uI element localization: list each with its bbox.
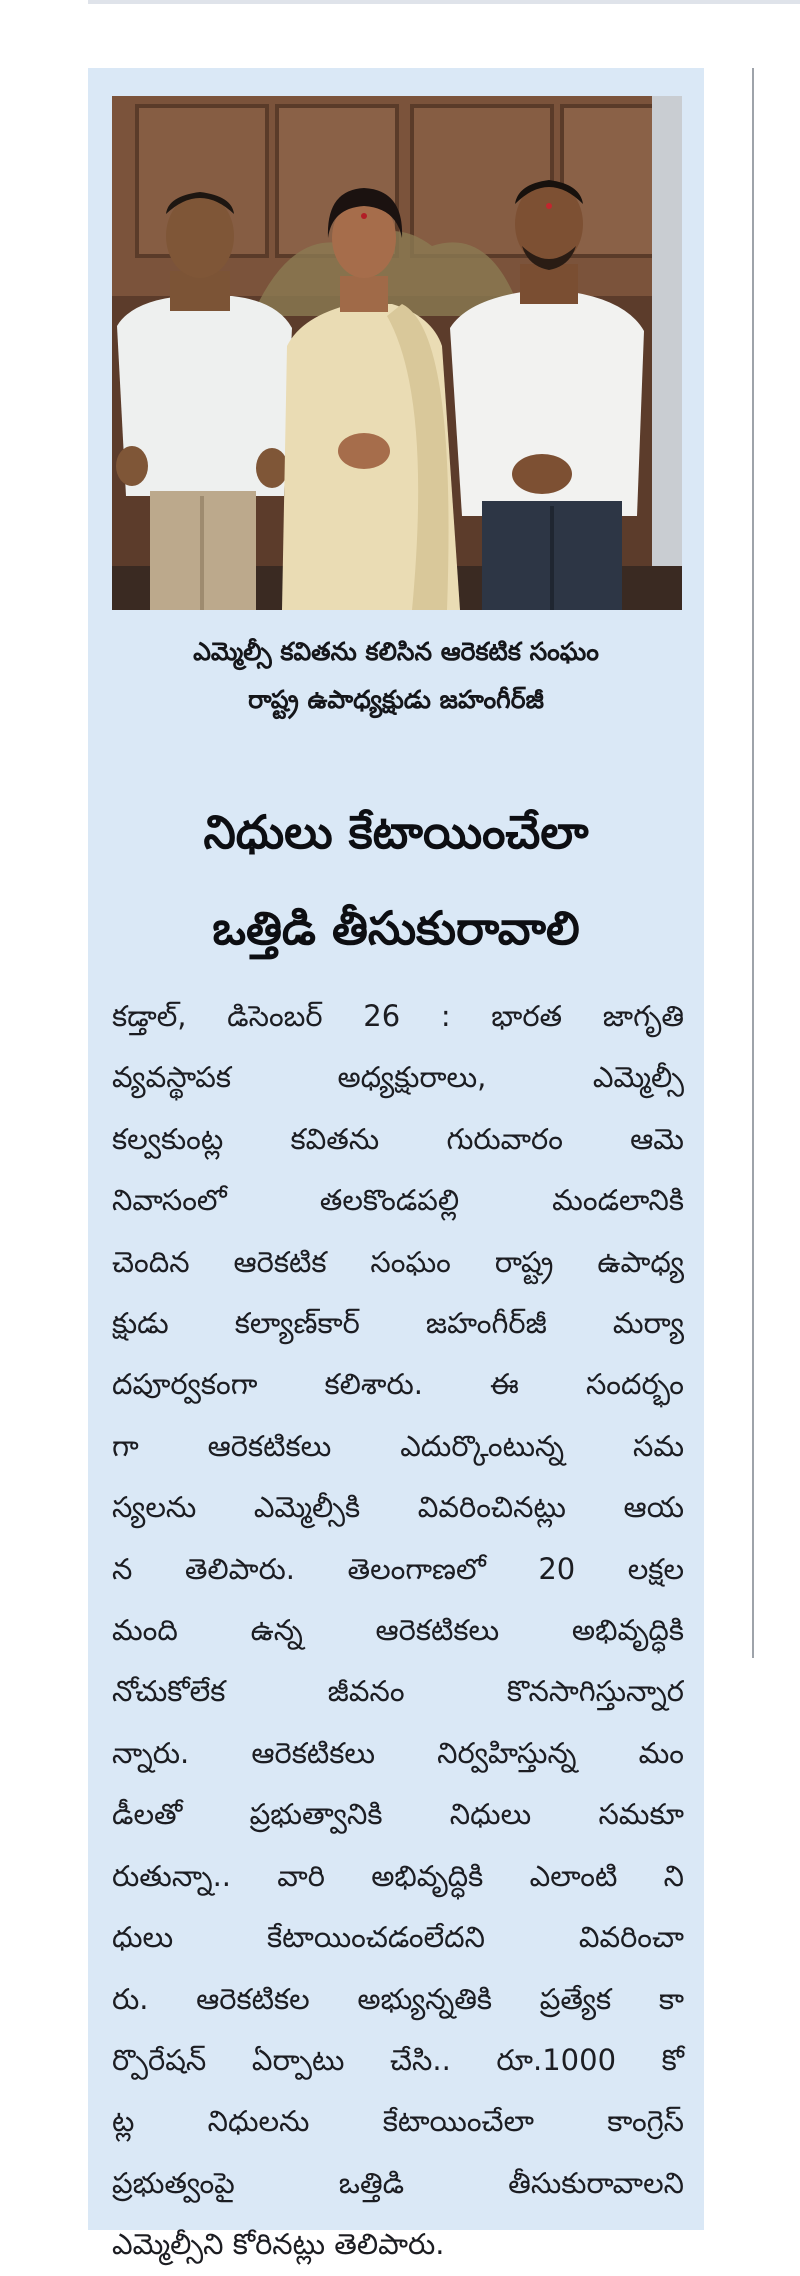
body-line: స్యలను ఎమ్మెల్సీకి వివరించినట్లు ఆయ xyxy=(112,1490,684,1525)
caption-line: రాష్ట్ర ఉపాధ్యక్షుడు జహంగీర్‌జీ xyxy=(248,685,544,714)
body-line: న తెలిపారు. తెలంగాణలో 20 లక్షల xyxy=(112,1551,684,1586)
body-line: వ్యవస్థాపక అధ్యక్షురాలు, ఎమ్మెల్సీ xyxy=(112,1060,684,1095)
body-line: ధులు కేటాయించడంలేదని వివరించా xyxy=(112,1920,684,1955)
body-line: ట్ల నిధులను కేటాయించేలా కాంగ్రెస్ xyxy=(112,2104,684,2139)
body-line: నివాసంలో తలకొండపల్లి మండలానికి xyxy=(112,1183,684,1218)
body-line: నోచుకోలేక జీవనం కొనసాగిస్తున్నార xyxy=(112,1674,684,1709)
body-line: దపూర్వకంగా కలిశారు. ఈ సందర్భం xyxy=(112,1367,684,1402)
body-line: ప్రభుత్వంపై ఒత్తిడి తీసుకురావాలని xyxy=(112,2165,684,2200)
body-line: రు. ఆరెకటికల అభ్యున్నతికి ప్రత్యేక కా xyxy=(112,1981,684,2016)
news-photo xyxy=(112,96,682,610)
headline-line: నిధులు కేటాయించేలా xyxy=(203,805,589,859)
top-divider xyxy=(88,0,800,4)
body-line: గా ఆరెకటికలు ఎదుర్కొంటున్న సమ xyxy=(112,1428,684,1463)
body-line: మంది ఉన్న ఆరెకటికలు అభివృద్ధికి xyxy=(112,1613,684,1648)
body-line: రుతున్నా.. వారి అభివృద్ధికి ఎలాంటి ని xyxy=(112,1858,684,1893)
body-line: ఎమ్మెల్సీని కోరినట్లు తెలిపారు. xyxy=(112,2227,445,2262)
photo-caption xyxy=(88,628,704,724)
article-body xyxy=(112,986,684,2276)
article-headline xyxy=(88,784,704,976)
headline-line: ఒత్తిడి తీసుకురావాలి xyxy=(212,901,580,955)
photo-image-icon xyxy=(112,96,682,610)
body-line: కడ్తాల్, డిసెంబర్ 26 : భారత జాగృతి xyxy=(112,999,684,1033)
column-divider xyxy=(752,68,754,1658)
body-line: న్నారు. ఆరెకటికలు నిర్వహిస్తున్న మం xyxy=(112,1735,684,1770)
body-line: క్షుడు కల్యాణ్‌కార్ జహంగీర్‌జీ మర్యా xyxy=(112,1306,684,1341)
body-line: కల్వకుంట్ల కవితను గురువారం ఆమె xyxy=(112,1121,684,1156)
news-clipping xyxy=(88,68,704,2262)
body-line: డీలతో ప్రభుత్వానికి నిధులు సమకూ xyxy=(112,1797,684,1832)
body-line: ర్పొరేషన్ ఏర్పాటు చేసి.. రూ.1000 కో xyxy=(112,2042,684,2077)
caption-line: ఎమ్మెల్సీ కవితను కలిసిన ఆరెకటిక సంఘం xyxy=(193,637,599,666)
body-line: చెందిన ఆరెకటిక సంఘం రాష్ట్ర ఉపాధ్య xyxy=(112,1244,684,1279)
